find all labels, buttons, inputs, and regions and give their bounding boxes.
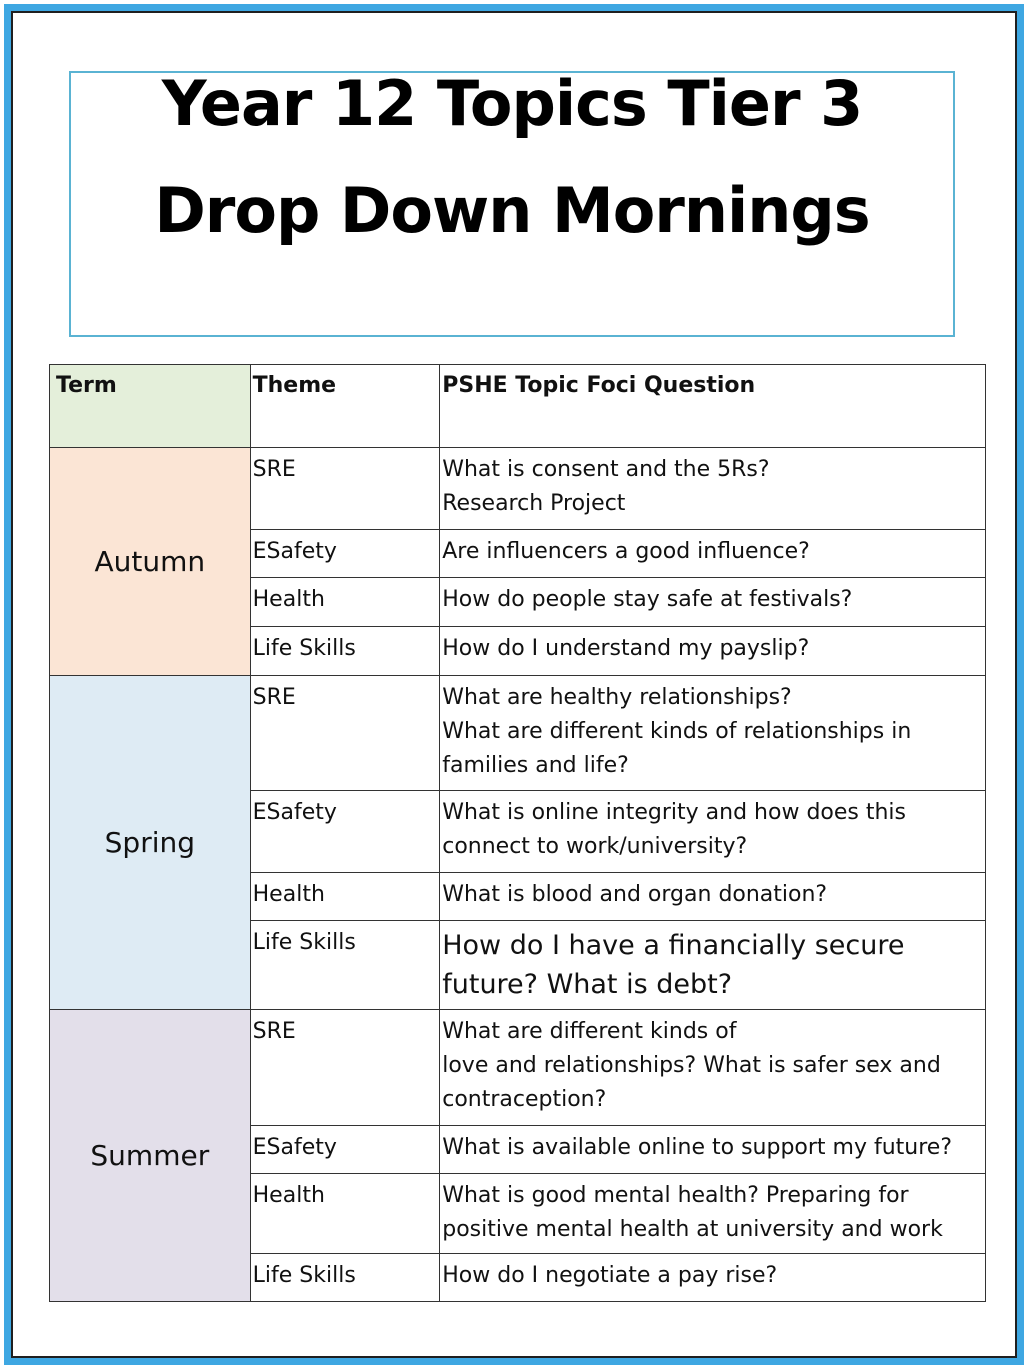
table-header-row bbox=[50, 365, 986, 448]
question-cell bbox=[440, 448, 986, 530]
question-line: contraception? bbox=[442, 1087, 607, 1112]
title-box bbox=[69, 67, 955, 337]
header-term: Term bbox=[50, 365, 251, 448]
question-line: love and relationships? What is safer sex and bbox=[442, 1053, 941, 1078]
question-cell bbox=[440, 676, 986, 791]
theme-cell: Health bbox=[250, 873, 440, 921]
theme-cell: Life Skills bbox=[250, 1254, 440, 1302]
question-line: What are healthy relationships? bbox=[442, 685, 792, 710]
question-cell bbox=[440, 921, 986, 1010]
question-cell bbox=[440, 1174, 986, 1254]
question-line: Research Project bbox=[442, 491, 626, 516]
theme-cell: ESafety bbox=[250, 1126, 440, 1174]
theme-cell: Health bbox=[250, 578, 440, 627]
question-line: Are influencers a good influence? bbox=[442, 539, 810, 564]
question-line: What are different kinds of bbox=[442, 1019, 737, 1044]
question-line: families and life? bbox=[442, 753, 629, 778]
question-cell bbox=[440, 1010, 986, 1126]
theme-cell: SRE bbox=[250, 1010, 440, 1126]
question-line: How do I understand my payslip? bbox=[442, 636, 810, 661]
term-summer: Summer bbox=[50, 1010, 251, 1302]
question-cell bbox=[440, 530, 986, 578]
question-line: What are different kinds of relationships in bbox=[442, 719, 912, 744]
theme-cell: SRE bbox=[250, 676, 440, 791]
theme-cell: Health bbox=[250, 1174, 440, 1254]
page-title-line-1: Year 12 Topics Tier 3 bbox=[161, 67, 863, 140]
question-line: connect to work/university? bbox=[442, 834, 748, 859]
question-cell bbox=[440, 578, 986, 627]
topics-table bbox=[49, 364, 986, 1302]
theme-cell: Life Skills bbox=[250, 921, 440, 1010]
header-question: PSHE Topic Foci Question bbox=[440, 365, 986, 448]
theme-cell: Life Skills bbox=[250, 627, 440, 676]
question-line: What is consent and the 5Rs? bbox=[442, 457, 770, 482]
question-line: What is good mental health? Preparing for bbox=[442, 1183, 909, 1208]
question-line: What is available online to support my future? bbox=[442, 1135, 953, 1160]
term-spring: Spring bbox=[50, 676, 251, 1010]
question-line: What is blood and organ donation? bbox=[442, 882, 828, 907]
question-cell bbox=[440, 1126, 986, 1174]
table-row bbox=[50, 448, 986, 530]
table-row bbox=[50, 1010, 986, 1126]
question-cell bbox=[440, 627, 986, 676]
question-cell bbox=[440, 1254, 986, 1302]
question-line: positive mental health at university and work bbox=[442, 1217, 943, 1242]
header-theme: Theme bbox=[250, 365, 440, 448]
question-line: How do I have a financially secure bbox=[442, 930, 905, 961]
question-line: future? What is debt? bbox=[442, 969, 733, 1000]
page-title-line-2: Drop Down Mornings bbox=[154, 174, 870, 247]
theme-cell: SRE bbox=[250, 448, 440, 530]
theme-cell: ESafety bbox=[250, 530, 440, 578]
theme-cell: ESafety bbox=[250, 791, 440, 873]
question-line: How do I negotiate a pay rise? bbox=[442, 1263, 778, 1288]
question-cell bbox=[440, 873, 986, 921]
table-row bbox=[50, 676, 986, 791]
question-line: What is online integrity and how does this bbox=[442, 800, 907, 825]
question-line: How do people stay safe at festivals? bbox=[442, 587, 853, 612]
term-autumn: Autumn bbox=[50, 448, 251, 676]
question-cell bbox=[440, 791, 986, 873]
